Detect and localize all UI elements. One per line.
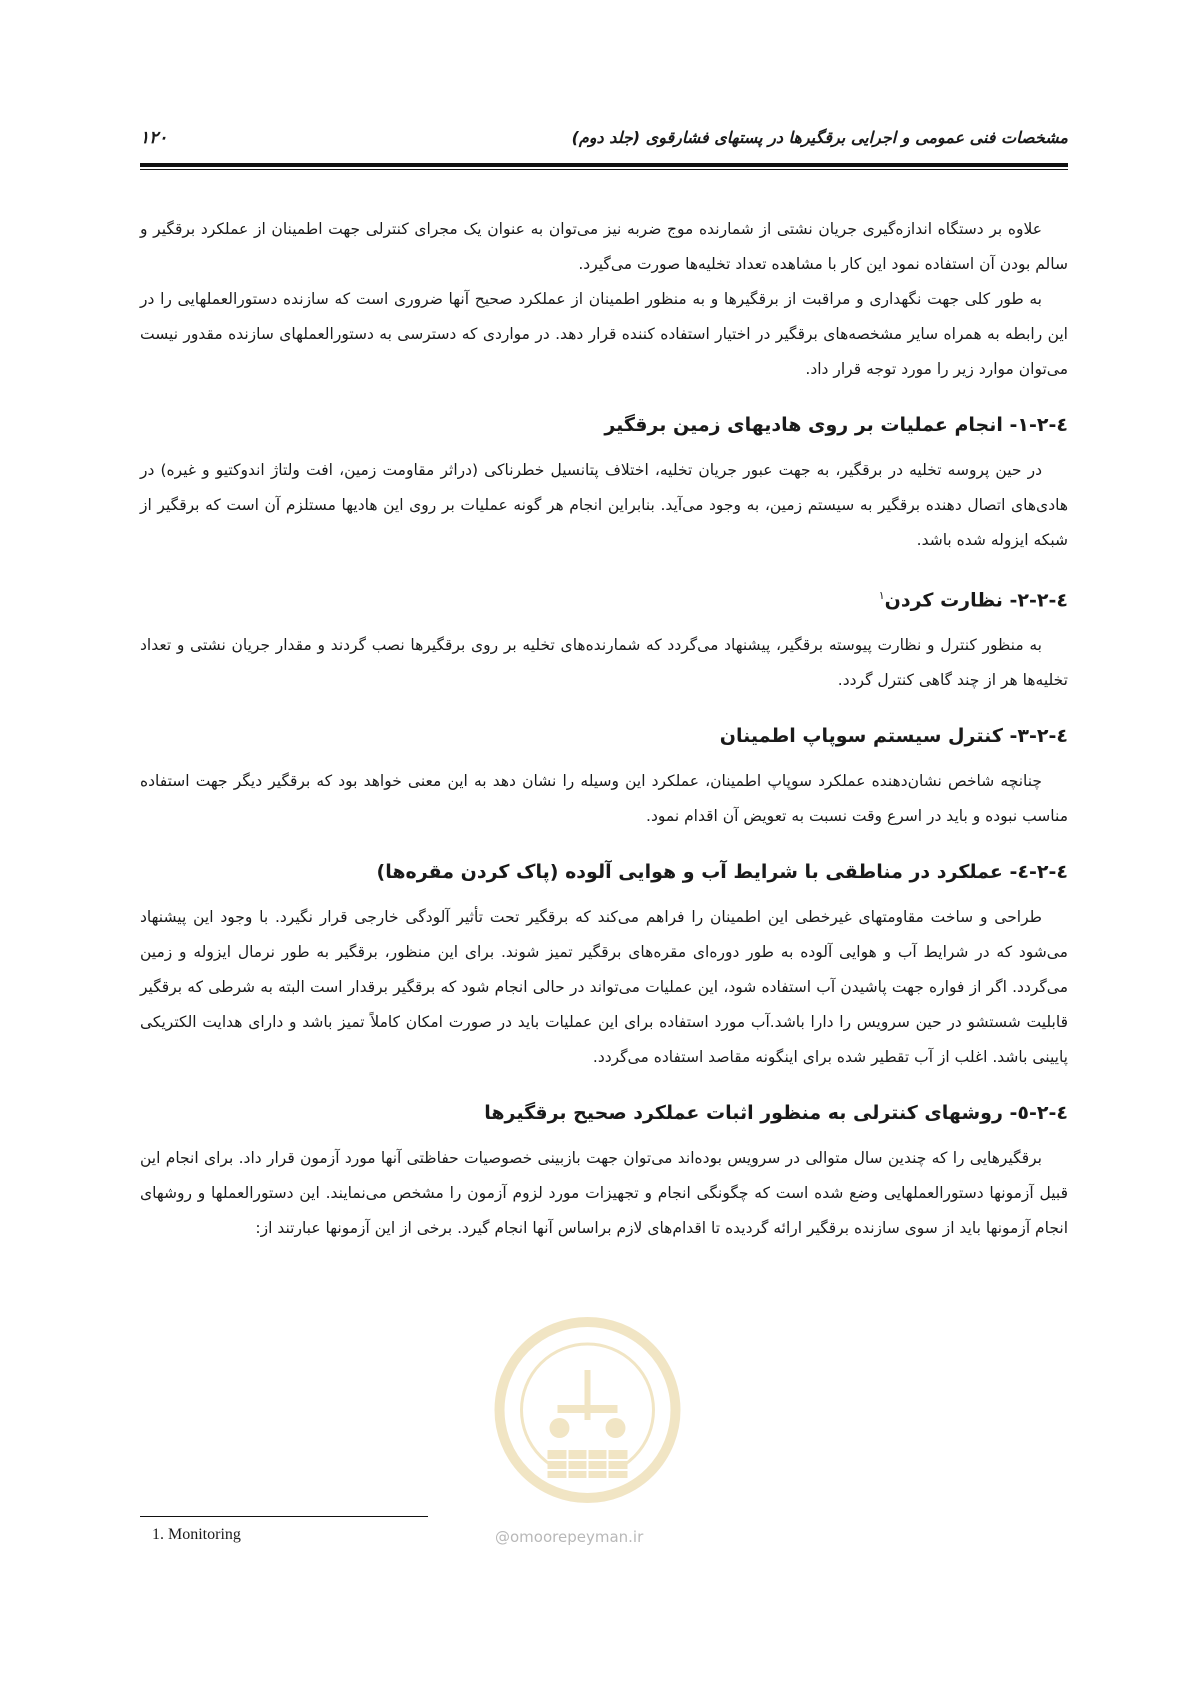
running-title: مشخصات فنی عمومی و اجرایی برقگیرها در پستهای فشارقوی (جلد دوم) bbox=[571, 128, 1068, 147]
header-rule-thin bbox=[140, 169, 1068, 170]
header-rule-thick bbox=[140, 163, 1068, 167]
page-body bbox=[140, 212, 1068, 1246]
footnote-reference: ١ bbox=[878, 589, 885, 602]
section-heading-polluted-areas bbox=[140, 856, 1068, 888]
section-body-grounding: در حین پروسه تخلیه در برقگیر، به جهت عبور جریان تخلیه، اختلاف پتانسیل خطرناکی (دراثر مقاومت زمین، افت ولتاژ اندوکتیو و غیره) در هادی‌های اتصال دهنده برقگیر به سیستم زمین، به وجود می‌آید. بنابراین انجام هر گونه عملیات بر روی این هادیها مستلزم آن است که برقگیر از شبکه ایزوله شده باشد. bbox=[140, 461, 1068, 549]
page-number: ۱۲۰ bbox=[140, 128, 168, 148]
footnote-separator bbox=[140, 1516, 428, 1517]
section-heading-text: ٤-٢-٣- کنترل سیستم سوپاپ اطمینان bbox=[719, 725, 1068, 748]
section-heading-text: ٤-٢-٥- روشهای کنترلی به منظور اثبات عملکرد صحیح برقگیرها bbox=[484, 1102, 1068, 1125]
intro-paragraph-2: به طور کلی جهت نگهداری و مراقبت از برقگیرها و به منظور اطمینان از عملکرد صحیح آنها ضروری است که سازنده دستورالعملهایی را در این رابطه به همراه سایر مشخصه‌های برقگیر در اختیار استفاده کننده قرار دهد. در مواردی که دسترسی به دستورالعملهای سازنده مقدور نیست می‌توان موارد زیر را مورد توجه قرار داد. bbox=[140, 290, 1068, 378]
section-heading-grounding bbox=[140, 409, 1068, 441]
page-header bbox=[140, 128, 1068, 158]
section-heading-text: ٤-٢-٤- عملکرد در مناطقی با شرایط آب و هوایی آلوده (پاک کردن مقره‌ها) bbox=[376, 861, 1068, 884]
section-heading-relief-valve bbox=[140, 720, 1068, 752]
section-heading-text: ٤-٢-١- انجام عملیات بر روی هادیهای زمین برقگیر bbox=[604, 414, 1068, 436]
section-body-verification-methods: برقگیرهایی را که چندین سال متوالی در سرویس بوده‌اند می‌توان جهت بازبینی خصوصیات حفاظتی آنها مورد آزمون قرار داد. برای انجام این قبیل آزمونها دستورالعملهایی وضع شده است که چگونگی انجام و تجهیزات مورد لزوم آزمون را مشخص می‌نمایند. این دستورالعملها و روشهای انجام آزمونها باید از سوی سازنده برقگیر ارائه گردیده تا اقدام‌های لازم براساس آنها انجام گیرد. برخی از این آزمونها عبارتند از: bbox=[140, 1149, 1068, 1238]
watermark-url: @omoorepeyman.ir bbox=[495, 1528, 644, 1546]
section-body-monitoring: به منظور کنترل و نظارت پیوسته برقگیر، پیشنهاد می‌گردد که شمارنده‌های تخلیه بر روی برقگیرها نصب گردند و مقدار جریان نشتی و تعداد تخلیه‌ها هر از چند گاهی کنترل گردد. bbox=[140, 636, 1068, 690]
footnote: 1. Monitoring bbox=[152, 1526, 241, 1543]
section-heading-monitoring bbox=[140, 580, 1068, 616]
section-body-polluted-areas: طراحی و ساخت مقاومتهای غیرخطی این اطمینان را فراهم می‌کند که برقگیر تحت تأثیر آلودگی خارجی قرار نگیرد. با وجود این پیشنهاد می‌شود که در شرایط آب و هوایی آلوده به طور دوره‌ای مقره‌های برقگیر تمیز شوند. برای این منظور، برقگیر به طور نرمال ایزوله و زمین می‌گردد. اگر از فواره جهت پاشیدن آب استفاده شود، این عملیات می‌تواند در حالی انجام شود که برقگیر برقدار است البته به شرطی که برقگیر قابلیت شستشو در حین سرویس را دارا باشد.آب مورد استفاده برای این عملیات باید در صورت امکان کاملاً تمیز باشد و دارای هدایت الکتریکی پایینی باشد. اغلب از آب تقطیر شده برای اینگونه مقاصد استفاده می‌گردد. bbox=[140, 908, 1068, 1067]
section-heading-verification-methods bbox=[140, 1097, 1068, 1129]
section-body-relief-valve: چنانچه شاخص نشان‌دهنده عملکرد سوپاپ اطمینان، عملکرد این وسیله را نشان دهد به این معنی خواهد بود که برقگیر دیگر جهت استفاده مناسب نبوده و باید در اسرع وقت نسبت به تعویض آن اقدام نمود. bbox=[140, 772, 1068, 826]
seal-logo-icon bbox=[485, 1310, 690, 1540]
section-heading-text: ٤-٢-٢- نظارت کردن bbox=[884, 589, 1068, 612]
intro-paragraph-1: علاوه بر دستگاه اندازه‌گیری جریان نشتی از شمارنده موج ضربه نیز می‌توان به عنوان یک مجرای کنترلی جهت اطمینان از عملکرد برقگیر و سالم بودن آن استفاده نمود این کار با مشاهده تعداد تخلیه‌ها صورت می‌گیرد. bbox=[140, 220, 1068, 273]
